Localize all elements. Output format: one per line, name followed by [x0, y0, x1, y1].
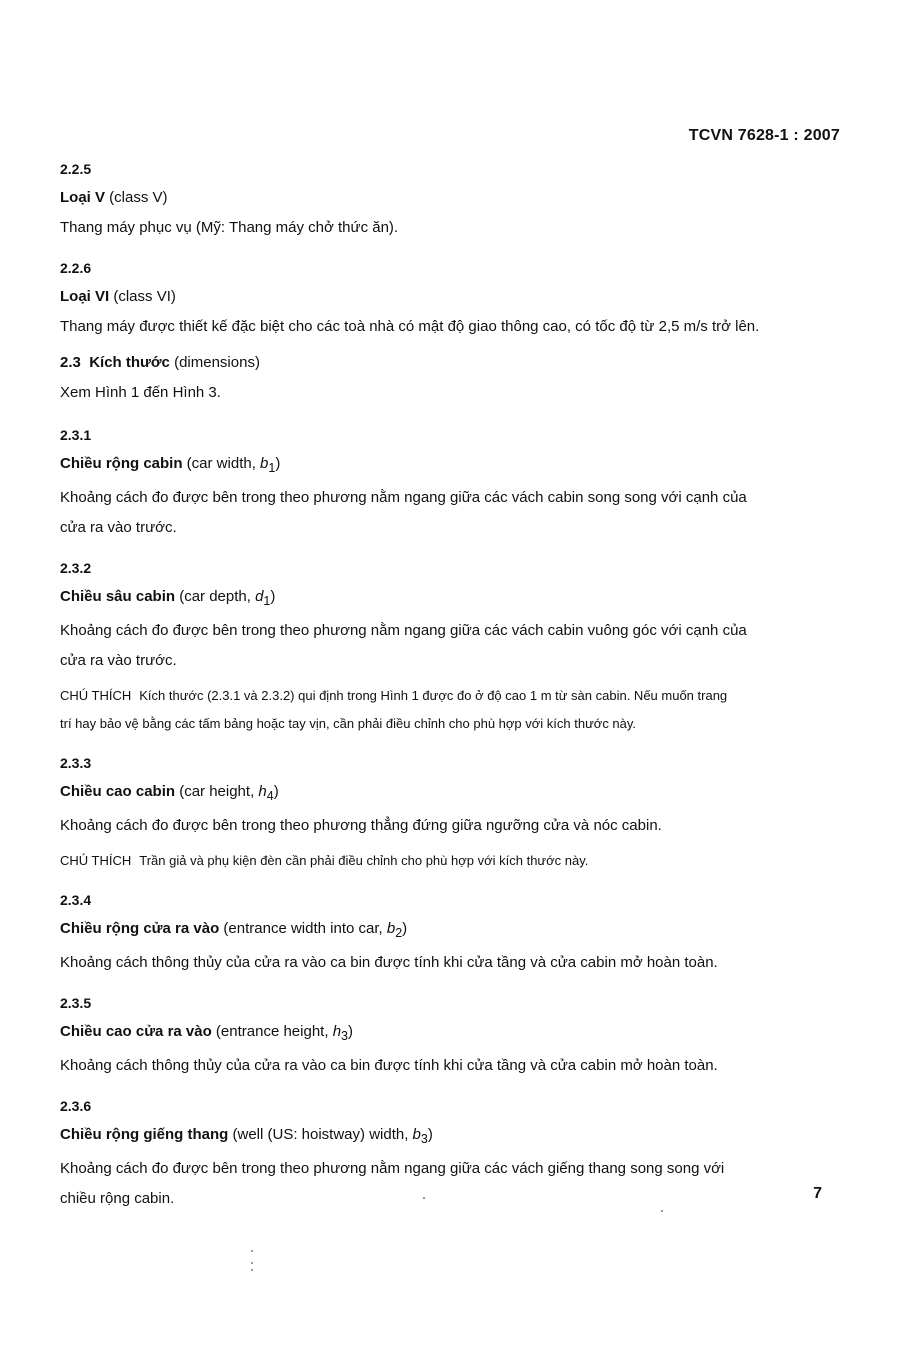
section-2-3-2 — [60, 557, 840, 738]
note-label: CHÚ THÍCH — [60, 853, 132, 868]
section-2-2-6 — [60, 257, 840, 342]
section-2-3-6 — [60, 1095, 840, 1214]
term-heading — [60, 1124, 840, 1150]
term-english: (car depth, — [175, 588, 256, 605]
section-heading — [60, 352, 840, 374]
term-name: Loại V — [60, 189, 106, 206]
section-2-3 — [60, 352, 840, 408]
term-heading — [60, 187, 840, 209]
note-text — [60, 847, 840, 875]
section-2-2-5 — [60, 158, 840, 243]
definition-line: cửa ra vào trước. — [60, 519, 177, 536]
section-number: 2.3 — [60, 354, 81, 371]
term-symbol: b — [412, 1126, 421, 1143]
definition-text: Khoảng cách thông thủy của cửa ra vào ca bin được tính khi cửa tầng và cửa cabin mở hoàn toàn. — [60, 1057, 718, 1074]
definition-text: Khoảng cách đo được bên trong theo phương thẳng đứng giữa ngưỡng cửa và nóc cabin. — [60, 817, 662, 834]
note-line: trí hay bảo vệ bằng các tấm bảng hoặc tay vịn, cần phải điều chỉnh cho phù hợp với kích thước này. — [60, 716, 637, 731]
term-english: (well (US: hoistway) width, — [228, 1126, 413, 1143]
term-heading — [60, 286, 840, 308]
term-english: (class VI) — [109, 288, 176, 305]
section-number: 2.3.5 — [60, 995, 92, 1011]
term-symbol-subscript: 3 — [341, 1029, 348, 1043]
section-number: 2.3.6 — [60, 1098, 92, 1114]
scan-speck — [423, 1197, 425, 1199]
term-name: Chiều rộng giếng thang — [60, 1126, 229, 1143]
scan-speck — [251, 1250, 253, 1252]
term-symbol: h — [258, 783, 267, 800]
section-number: 2.3.3 — [60, 755, 92, 771]
term-close: ) — [273, 783, 279, 800]
term-close: ) — [275, 455, 281, 472]
term-heading — [60, 918, 840, 944]
term-symbol-subscript: 1 — [263, 594, 271, 608]
term-symbol: b — [260, 455, 269, 472]
section-2-3-3 — [60, 752, 840, 875]
definition-text: Thang máy phục vụ (Mỹ: Thang máy chở thức ăn). — [60, 219, 399, 236]
term-close: ) — [427, 1126, 433, 1143]
section-2-3-1 — [60, 424, 840, 543]
definition-text: Xem Hình 1 đến Hình 3. — [60, 384, 221, 401]
term-heading — [60, 1021, 840, 1047]
term-close: ) — [347, 1023, 353, 1040]
note-line: Trần giả và phụ kiện đèn cần phải điều chỉnh cho phù hợp với kích thước này. — [139, 853, 589, 868]
definition-line: Khoảng cách đo được bên trong theo phương nằm ngang giữa các vách cabin song song với cạnh của — [60, 489, 747, 506]
definition-text: Thang máy được thiết kế đặc biệt cho các toà nhà có mật độ giao thông cao, có tốc độ từ 2,5 m/s trở lên. — [60, 318, 760, 335]
term-english: (entrance height, — [211, 1023, 333, 1040]
definition-line: Khoảng cách đo được bên trong theo phương nằm ngang giữa các vách cabin vuông góc với cạnh của — [60, 622, 747, 639]
definition-text — [60, 616, 840, 676]
term-english: (dimensions) — [169, 354, 260, 371]
term-symbol-subscript: 2 — [395, 926, 403, 940]
note-line: Kích thước (2.3.1 và 2.3.2) qui định trong Hình 1 được đo ở độ cao 1 m từ sàn cabin. Nếu muốn trang — [139, 688, 728, 703]
section-number: 2.2.5 — [60, 161, 92, 177]
section-number: 2.2.6 — [60, 260, 92, 276]
definition-line: Khoảng cách đo được bên trong theo phương nằm ngang giữa các vách giếng thang song song với — [60, 1160, 725, 1177]
scan-speck — [251, 1262, 253, 1264]
section-number: 2.3.4 — [60, 892, 92, 908]
term-name: Chiều sâu cabin — [60, 588, 176, 605]
term-symbol: d — [255, 588, 264, 605]
term-symbol: h — [332, 1023, 342, 1040]
standard-code-header: TCVN 7628-1 : 2007 — [688, 127, 840, 144]
definition-text — [60, 483, 840, 543]
page-number: 7 — [813, 1185, 822, 1202]
scan-speck — [251, 1269, 253, 1271]
term-symbol-subscript: 1 — [268, 461, 276, 475]
term-name: Loại VI — [60, 288, 110, 305]
term-symbol-subscript: 3 — [420, 1132, 428, 1146]
term-name: Chiều rộng cửa ra vào — [60, 920, 220, 937]
note-text — [60, 682, 840, 738]
section-number: 2.3.1 — [60, 427, 92, 443]
term-english: (entrance width into car, — [219, 920, 387, 937]
document-body — [60, 158, 840, 1214]
term-heading — [60, 586, 840, 612]
term-close: ) — [402, 920, 408, 937]
term-english: (car height, — [175, 783, 259, 800]
term-symbol-subscript: 4 — [266, 789, 274, 803]
note-label: CHÚ THÍCH — [60, 688, 132, 703]
term-heading — [60, 781, 840, 807]
term-english: (car width, — [182, 455, 261, 472]
term-close: ) — [270, 588, 276, 605]
term-name: Chiều cao cửa ra vào — [60, 1023, 212, 1040]
definition-line: cửa ra vào trước. — [60, 652, 177, 669]
term-heading — [60, 453, 840, 479]
section-number: 2.3.2 — [60, 560, 92, 576]
definition-line: chiều rộng cabin. — [60, 1190, 175, 1207]
definition-text: Khoảng cách thông thủy của cửa ra vào ca bin được tính khi cửa tầng và cửa cabin mở hoàn toàn. — [60, 954, 718, 971]
term-english: (class V) — [105, 189, 168, 206]
scan-speck — [661, 1210, 663, 1212]
section-2-3-5 — [60, 992, 840, 1081]
section-2-3-4 — [60, 889, 840, 978]
term-name: Chiều cao cabin — [60, 783, 176, 800]
definition-text — [60, 1154, 840, 1214]
term-symbol: b — [386, 920, 396, 937]
term-name: Kích thước — [89, 354, 170, 371]
term-name: Chiều rộng cabin — [60, 455, 183, 472]
